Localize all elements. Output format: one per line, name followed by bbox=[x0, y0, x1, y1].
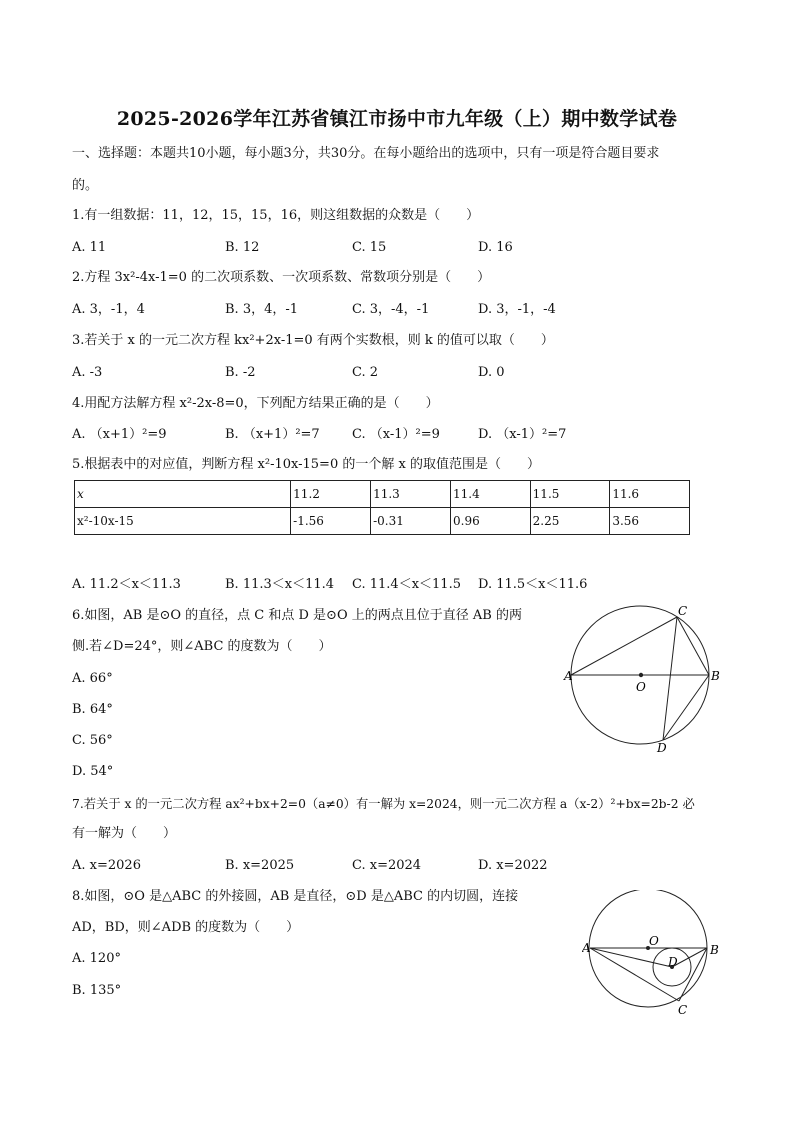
value-table bbox=[74, 480, 690, 535]
table-row bbox=[75, 481, 690, 508]
q6-option-b[interactable]: B. 64° bbox=[72, 702, 113, 717]
question-2-stem: 2.方程 3x²-4x-1=0 的二次项系数、一次项系数、常数项分别是（ ） bbox=[72, 270, 491, 285]
question-3-stem: 3.若关于 x 的一元二次方程 kx²+2x-1=0 有两个实数根，则 k 的值可以取（ ） bbox=[72, 333, 554, 348]
q3-option-a[interactable]: A. -3 bbox=[72, 365, 103, 380]
q8-option-b[interactable]: B. 135° bbox=[72, 983, 122, 998]
q2-option-b[interactable]: B. 3，4，-1 bbox=[225, 302, 299, 317]
label-b: B bbox=[710, 943, 719, 957]
q4-option-a[interactable]: A. （x+1）²=9 bbox=[72, 427, 167, 442]
q6-option-d[interactable]: D. 54° bbox=[72, 764, 114, 779]
question-4-stem: 4.用配方法解方程 x²-2x-8=0，下列配方结果正确的是（ ） bbox=[72, 396, 439, 411]
question-5-stem: 5.根据表中的对应值，判断方程 x²-10x-15=0 的一个解 x 的取值范围是（ ） bbox=[72, 457, 540, 472]
q3-option-d[interactable]: D. 0 bbox=[478, 365, 505, 380]
circle-diagram-q6 bbox=[560, 600, 730, 760]
table-cell: 2.25 bbox=[530, 508, 610, 535]
table-cell: 11.2 bbox=[291, 481, 371, 508]
q6-option-a[interactable]: A. 66° bbox=[72, 671, 113, 686]
question-1-stem: 1.有一组数据：11，12，15，15，16，则这组数据的众数是（ ） bbox=[72, 208, 480, 223]
table-cell: 11.5 bbox=[530, 481, 610, 508]
q5-option-c[interactable]: C. 11.4＜x＜11.5 bbox=[352, 577, 461, 592]
label-o: O bbox=[636, 680, 646, 694]
center-point bbox=[639, 673, 643, 677]
q3-option-b[interactable]: B. -2 bbox=[225, 365, 256, 380]
question-7-stem-line2: 有一解为（ ） bbox=[72, 826, 177, 841]
q7-option-c[interactable]: C. x=2024 bbox=[352, 858, 422, 873]
q7-option-b[interactable]: B. x=2025 bbox=[225, 858, 295, 873]
label-d: D bbox=[657, 741, 667, 755]
label-d: D bbox=[668, 955, 678, 969]
section-heading-line1: 一、选择题：本题共10小题，每小题3分，共30分。在每小题给出的选项中，只有一项是符合题目要求 bbox=[72, 146, 660, 161]
chord-cb bbox=[677, 617, 709, 675]
q6-option-c[interactable]: C. 56° bbox=[72, 733, 113, 748]
chord-cd bbox=[663, 617, 677, 740]
label-a: A bbox=[564, 669, 573, 683]
table-cell: 11.4 bbox=[451, 481, 531, 508]
table-cell: -0.31 bbox=[371, 508, 451, 535]
q2-option-a[interactable]: A. 3，-1，4 bbox=[72, 302, 145, 317]
label-c: C bbox=[678, 604, 688, 618]
page-title: 2025-2026学年江苏省镇江市扬中市九年级（上）期中数学试卷 bbox=[116, 108, 678, 130]
q5-option-a[interactable]: A. 11.2＜x＜11.3 bbox=[72, 577, 181, 592]
chord-db bbox=[663, 675, 709, 740]
q1-option-c[interactable]: C. 15 bbox=[352, 240, 387, 255]
label-c: C bbox=[678, 1003, 688, 1017]
table-cell: 0.96 bbox=[451, 508, 531, 535]
q7-option-a[interactable]: A. x=2026 bbox=[72, 858, 141, 873]
q3-option-c[interactable]: C. 2 bbox=[352, 365, 379, 380]
table-cell: 11.6 bbox=[610, 481, 690, 508]
table-row bbox=[75, 508, 690, 535]
q4-option-c[interactable]: C. （x-1）²=9 bbox=[352, 427, 440, 442]
table-cell: 11.3 bbox=[371, 481, 451, 508]
q8-option-a[interactable]: A. 120° bbox=[72, 951, 121, 966]
section-heading-line2: 的。 bbox=[72, 178, 99, 193]
q5-option-b[interactable]: B. 11.3＜x＜11.4 bbox=[225, 577, 335, 592]
table-cell: 3.56 bbox=[610, 508, 690, 535]
q1-option-d[interactable]: D. 16 bbox=[478, 240, 513, 255]
question-8-stem-line1: 8.如图，⊙O 是△ABC 的外接圆，AB 是直径，⊙D 是△ABC 的内切圆，连接 bbox=[72, 889, 519, 904]
question-8-stem-line2: AD，BD，则∠ADB 的度数为（ ） bbox=[72, 920, 300, 935]
side-ac bbox=[590, 948, 679, 1001]
label-b: B bbox=[711, 669, 720, 683]
q1-option-b[interactable]: B. 12 bbox=[225, 240, 260, 255]
question-6-stem-line1: 6.如图，AB 是⊙O 的直径，点 C 和点 D 是⊙O 上的两点且位于直径 AB 的两 bbox=[72, 608, 522, 623]
question-6-stem-line2: 侧.若∠D=24°，则∠ABC 的度数为（ ） bbox=[72, 639, 332, 654]
q2-option-c[interactable]: C. 3，-4，-1 bbox=[352, 302, 430, 317]
chord-ac bbox=[571, 617, 677, 675]
q5-option-d[interactable]: D. 11.5＜x＜11.6 bbox=[478, 577, 588, 592]
table-cell: x bbox=[75, 481, 291, 508]
table-cell: x²-10x-15 bbox=[75, 508, 291, 535]
q2-option-d[interactable]: D. 3，-1，-4 bbox=[478, 302, 556, 317]
table-cell: -1.56 bbox=[291, 508, 371, 535]
label-a: A bbox=[582, 941, 591, 955]
q4-option-d[interactable]: D. （x-1）²=7 bbox=[478, 427, 567, 442]
q1-option-a[interactable]: A. 11 bbox=[72, 240, 107, 255]
q4-option-b[interactable]: B. （x+1）²=7 bbox=[225, 427, 320, 442]
q7-option-d[interactable]: D. x=2022 bbox=[478, 858, 548, 873]
label-o: O bbox=[649, 934, 659, 948]
incircle-diagram-q8 bbox=[582, 890, 727, 1020]
segment-ad bbox=[590, 948, 672, 967]
question-7-stem-line1: 7.若关于 x 的一元二次方程 ax²+bx+2=0（a≠0）有一解为 x=2024，则一元二次方程 a（x-2）²+bx=2b-2 必 bbox=[72, 797, 695, 811]
